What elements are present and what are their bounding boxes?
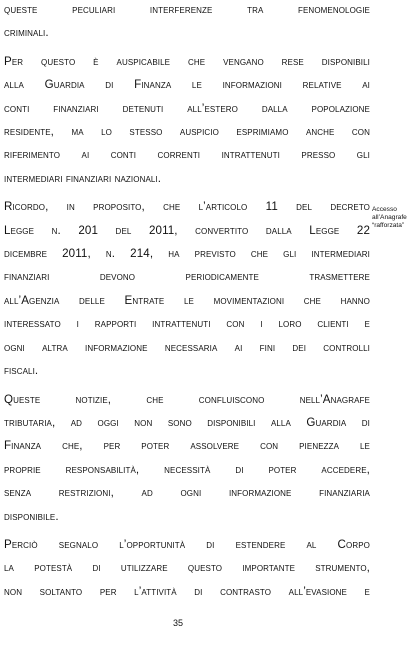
margin-note (372, 206, 412, 229)
text-line: finanziari devono periodicamente trasmettere (4, 270, 370, 284)
text-line: disponibile. (4, 509, 59, 523)
text-line: non soltanto per l’attività di contrasto all’evasione e (4, 584, 370, 598)
text-line: residente, ma lo stesso auspicio esprimiamo anche con (4, 125, 370, 139)
text-line: dicembre 2011, n. 214, ha previsto che gli intermediari (4, 247, 370, 261)
text-line: all’Agenzia delle Entrate le movimentazioni che hanno (4, 293, 370, 307)
text-line: Per questo è auspicabile che vengano rese disponibili (4, 54, 370, 68)
text-line: Legge n. 201 del 2011, convertito dalla Legge 22 (4, 223, 370, 237)
margin-note-line: Accesso (372, 206, 397, 213)
text-line: Queste notizie, che confluiscono nell’Anagrafe (4, 392, 370, 406)
text-line: conti finanziari detenuti all’estero dalla popolazione (4, 101, 370, 115)
text-line: Finanza che, per poter assolvere con pienezza le (4, 439, 370, 453)
text-line: alla Guardia di Finanza le informazioni relative ai (4, 78, 370, 92)
text-line: queste peculiari interferenze tra fenomenologie (4, 3, 370, 16)
text-line: Ricordo, in proposito, che l’articolo 11 del decreto (4, 200, 370, 214)
text-line: interessato i rapporti intrattenuti con i loro clienti e (4, 317, 370, 331)
text-line: riferimento ai conti correnti intrattenuti presso gli (4, 148, 370, 162)
text-line: intermediari finanziari nazionali. (4, 171, 162, 185)
text-line: Perciò segnalo l’opportunità di estendere al Corpo (4, 537, 370, 551)
text-line: ogni altra informazione necessaria ai fini dei controlli (4, 340, 370, 354)
paragraph-4 (4, 388, 370, 528)
body-text (4, 0, 370, 603)
text-line: criminali. (4, 26, 49, 40)
paragraph-2 (4, 50, 370, 190)
text-line: tributaria, ad oggi non sono disponibili alla Guardia di (4, 415, 370, 429)
page-number: 35 (172, 618, 183, 628)
margin-note-line: all’Anagrafe (372, 213, 407, 221)
text-line: senza restrizioni, ad ogni informazione finanziaria (4, 486, 370, 500)
paragraph-3 (4, 195, 370, 382)
text-line: la potestà di utilizzare questo importante strumento, (4, 561, 370, 575)
text-line: fiscali. (4, 364, 39, 378)
text-line: proprie responsabilità, necessità di poter accedere, (4, 462, 370, 476)
paragraph-1 (4, 0, 370, 45)
margin-note-line: “rafforzata” (372, 221, 405, 229)
paragraph-5 (4, 533, 370, 603)
